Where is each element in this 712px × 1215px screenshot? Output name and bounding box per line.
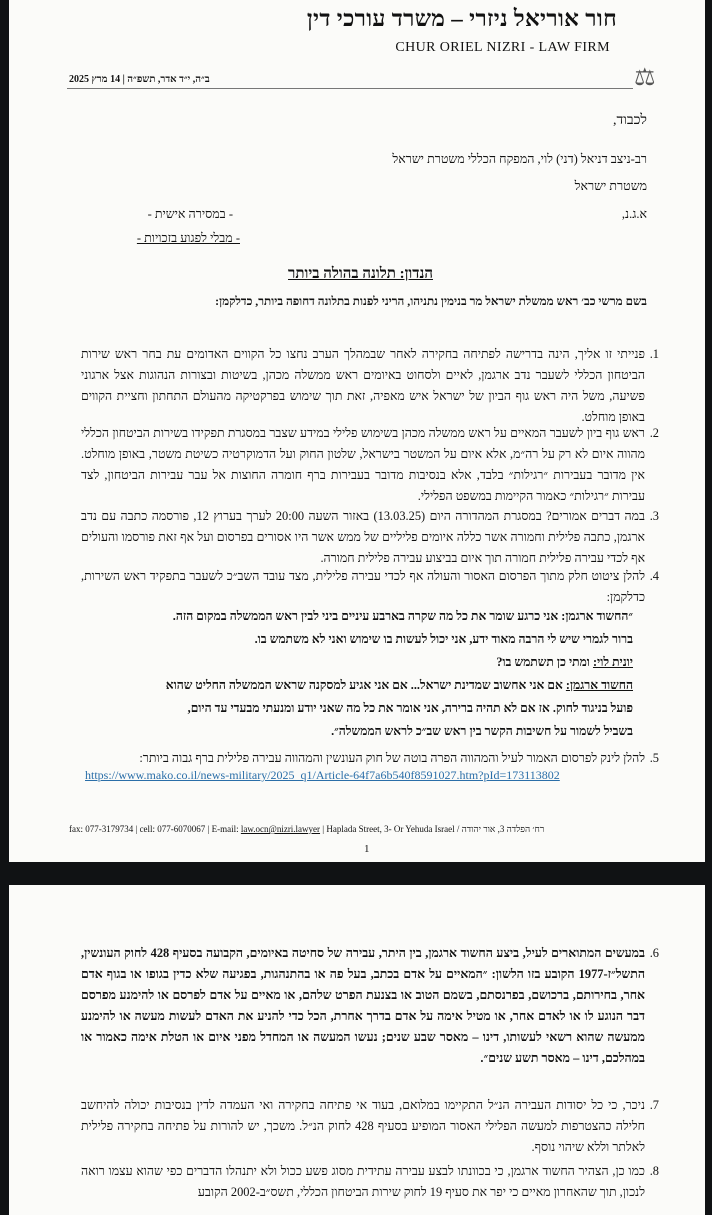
paragraph-2 — [81, 423, 659, 507]
paragraph-number: 3. — [649, 509, 659, 523]
footer-cell: cell: 077-6070067 — [139, 824, 206, 834]
quote-line: פועל בניגוד לחוק. אז אם לא תהיה ברירה, אני אומר את כל מה שאני יודע ומנעתי מבעדי עד היום, — [187, 701, 633, 715]
quoted-statement — [73, 605, 633, 743]
speaker-label: החשוד ארגמן: — [565, 678, 633, 692]
paragraph-number: 2. — [649, 426, 659, 440]
speaker-label: יונית לוי: — [592, 655, 633, 669]
quote-line: בשביל לשמור על חשיבות הקשר בין ראש שב״כ לראש הממשלה״. — [331, 724, 633, 738]
paragraph-4 — [81, 566, 659, 608]
paragraph-text: ראש גוף ביון לשעבר המאיים על ראש ממשלה מכהן בשימוש פלילי במידע שצבר במסגרת תפקידו בשירות הביטחון הכללי מהווה איום לא רק על רה״מ, אלא איום על המשטר בישראל, שלטון החוק ועל הדמוקרטיה כשיטת משטר, באופן מוחלט. אין מדובר בעבירות ״רגילות״ בלבד, אלא בנסיבות מדובר בעבירות ברף חומרה החוצות אל עבר עבירות הביטחון, לצד עבירות ״רגילות״ כאמור הקיימות במשפט הפלילי. — [81, 426, 645, 503]
letter-date: ב״ה, י״ד אדר, תשפ״ה | 14 מרץ 2025 — [69, 74, 210, 85]
paragraph-number: 5. — [649, 751, 659, 765]
quote-line — [73, 651, 633, 674]
paragraph-1 — [81, 344, 659, 428]
paragraph-text: במעשים המתוארים לעיל, ביצע החשוד ארגמן, בין היתר, עבירה של סחיטה באיומים, הקבועה בסעיף 428 לחוק העונשין, התשל״ז-1977 הקובע בזו הלשון: ״המאיים על אדם בכתב, בעל פה או בהתנהגות, בפגיעה שלא כדין בגופו או בגוף אדם אחר, בחירותם, ברכושם, בפרנסתם, בשמם הטוב או בצנעת הפרט שלהם, או מאיים על אדם לפרסם או להימנע מפרסם דבר הנוגע לו או לאדם אחר, או מטיל אימה על אדם בדרך אחרת, הכל כדי להניע את האדם לעשות מעשה או להימנע ממעשה שהוא רשאי לעשותו, דינו – מאסר שבע שנים; נעשו המעשה או המחדל מפני איום או הטלת אימה כאמור או במהלכם, דינו – מאסר תשע שנים״. — [81, 946, 646, 1065]
paragraph-text: פנייתי זו אליך, הינה בדרישה לפתיחה בחקירה לאחר שבמהלך הערב נחצו כל הקווים האדומים עת בחר ראש שירות הביטחון הכללי לשעבר נדב ארגמן, לאיים ולסחוט באיומים ראש ממשלה מכהן, בשיטות ובצורות הנהוגות אצל ארגוני פשיעה, משל היה ראש גוף הביון של ישראל איש מאפיה, זאת תוך שימוש בפרקטיקה מהעולם התחתון וחציית הקווים באופן מוחלט. — [81, 347, 645, 424]
document-page-2 — [9, 885, 705, 1215]
paragraph-7 — [81, 1095, 659, 1158]
document-page-1 — [9, 0, 705, 862]
paragraph-text: ניכר, כי כל יסודות העבירה הנ״ל התקיימו במלואם, בעוד אי פתיחה בחקירה ואי העמדה לדין בנסיבות יכולה להיחשב חלילה כהצטרפות למעשה הפלילי האסור המופיע בסעיף 428 לחוק הנ״ל. משכך, יש להורות על פתיחה בחקירה פלילית לאלתר וללא שיהוי נוסף. — [81, 1098, 645, 1154]
delivery-note-personal: - במסירה אישית - — [147, 207, 233, 221]
paragraph-6 — [81, 943, 659, 1069]
footer-contact: fax: 077-3179734 | cell: 077-6070067 | E-mail: law.ocn@nizri.lawyer | Haplada Street, 3- Or Yehuda Israel / רח׳ הפלדה 3, אור יהודה — [69, 824, 545, 834]
paragraph-text: להלן ציטוט חלק מתוך הפרסום האסור והעולה אף לכדי עבירה פלילית, מצד עובד השב״כ לשעבר בתפקיד ראש השירות, כדלקמן: — [81, 569, 645, 604]
page-number: 1 — [364, 843, 370, 855]
footer-fax: fax: 077-3179734 — [69, 824, 134, 834]
quote-text: ומתי כן תשתמש בו? — [496, 655, 593, 669]
paragraph-text: כמו כן, הצהיר החשוד ארגמן, כי בכוונתו לבצע עבירה עתידית מסוג פשע ככול ולא יתנהלו הדברים כפי שהוא עצמו רואה לנכון, תוך שהאחרון מאיים כי יפר את סעיף 19 לחוק שירות הביטחון הכללי, תשס״ב-2002 הקובע — [81, 1164, 645, 1199]
paragraph-3 — [81, 506, 659, 569]
subject-line: הנדון: תלונה בהולה ביותר — [288, 266, 433, 282]
delivery-note-without-prejudice: - מבלי לפגוע בזכויות - — [136, 231, 240, 245]
article-link[interactable]: https://www.mako.co.il/news-military/2025_q1/Article-64f7a6b540f8591027.htm?pId=173113802 — [85, 768, 560, 782]
addressee-line-2: משטרת ישראל — [574, 179, 647, 193]
footer-email-label: E-mail: — [211, 824, 239, 834]
paragraph-number: 8. — [649, 1164, 659, 1178]
firm-name-hebrew: חור אוריאל ניזרי – משרד עורכי דין — [306, 6, 617, 31]
paragraph-number: 6. — [649, 946, 659, 960]
addressee-line-1: רב-ניצב דניאל (דני) לוי, המפקח הכללי משטרת ישראל — [392, 152, 647, 166]
quote-line — [73, 674, 633, 697]
header-divider — [67, 88, 633, 89]
footer-address-en: Haplada Street, 3- Or Yehuda Israel — [326, 824, 455, 834]
greeting: לכבוד, — [613, 113, 647, 128]
quote-line: ״החשוד ארגמן: אני כרגע שומר את כל מה שקרה בארבע עיניים ביני לבין ראש הממשלה במקום הזה. — [172, 609, 633, 623]
firm-name-english: CHUR ORIEL NIZRI - LAW FIRM — [395, 40, 610, 55]
quote-line: ברור לגמרי שיש לי הרבה מאוד ידע, אני יכול לעשות בו שימוש ואני לא משתמש בו. — [254, 632, 633, 646]
footer-address-he: רח׳ הפלדה 3, אור יהודה — [461, 824, 545, 834]
paragraph-text: להלן לינק לפרסום האמור לעיל והמהווה הפרה בוטה של חוק העונשין והמהווה עבירה פלילית ברף גבוה ביותר: — [139, 751, 645, 765]
quote-text: אם אני אחשוב שמדינת ישראל... אם אני אגיע למסקנה שראש הממשלה החליט שהוא — [165, 678, 566, 692]
intro-line: בשם מרשי כב׳ ראש ממשלת ישראל מר בנימין נתניהו, הריני לפנות בתלונה דחופה ביותר, כדלקמן: — [215, 294, 647, 308]
paragraph-number: 7. — [649, 1098, 659, 1112]
paragraph-number: 1. — [649, 347, 659, 361]
paragraph-number: 4. — [649, 569, 659, 583]
paragraph-8 — [81, 1161, 659, 1203]
footer-email[interactable]: law.ocn@nizri.lawyer — [240, 824, 321, 834]
paragraph-5 — [81, 748, 659, 769]
paragraph-text: במה דברים אמורים? במסגרת המהדורה היום (13.03.25) באזור השעה 20:00 לערך בערוץ 12, פורסמה כתבה עם נדב ארגמן, כתבה פלילית וחמורה אשר כללה איומים פליליים של ממש אשר היו אסורים בפרסום ועל אף זאת פורסמו והעולים אף לכדי עבירה פלילית חמורה תוך איום בביצוע עבירה פלילית חמורה. — [81, 509, 645, 565]
salutation-abbr: א.ג.נ, — [621, 207, 647, 221]
scales-of-justice-icon: ⚖ — [634, 65, 656, 91]
